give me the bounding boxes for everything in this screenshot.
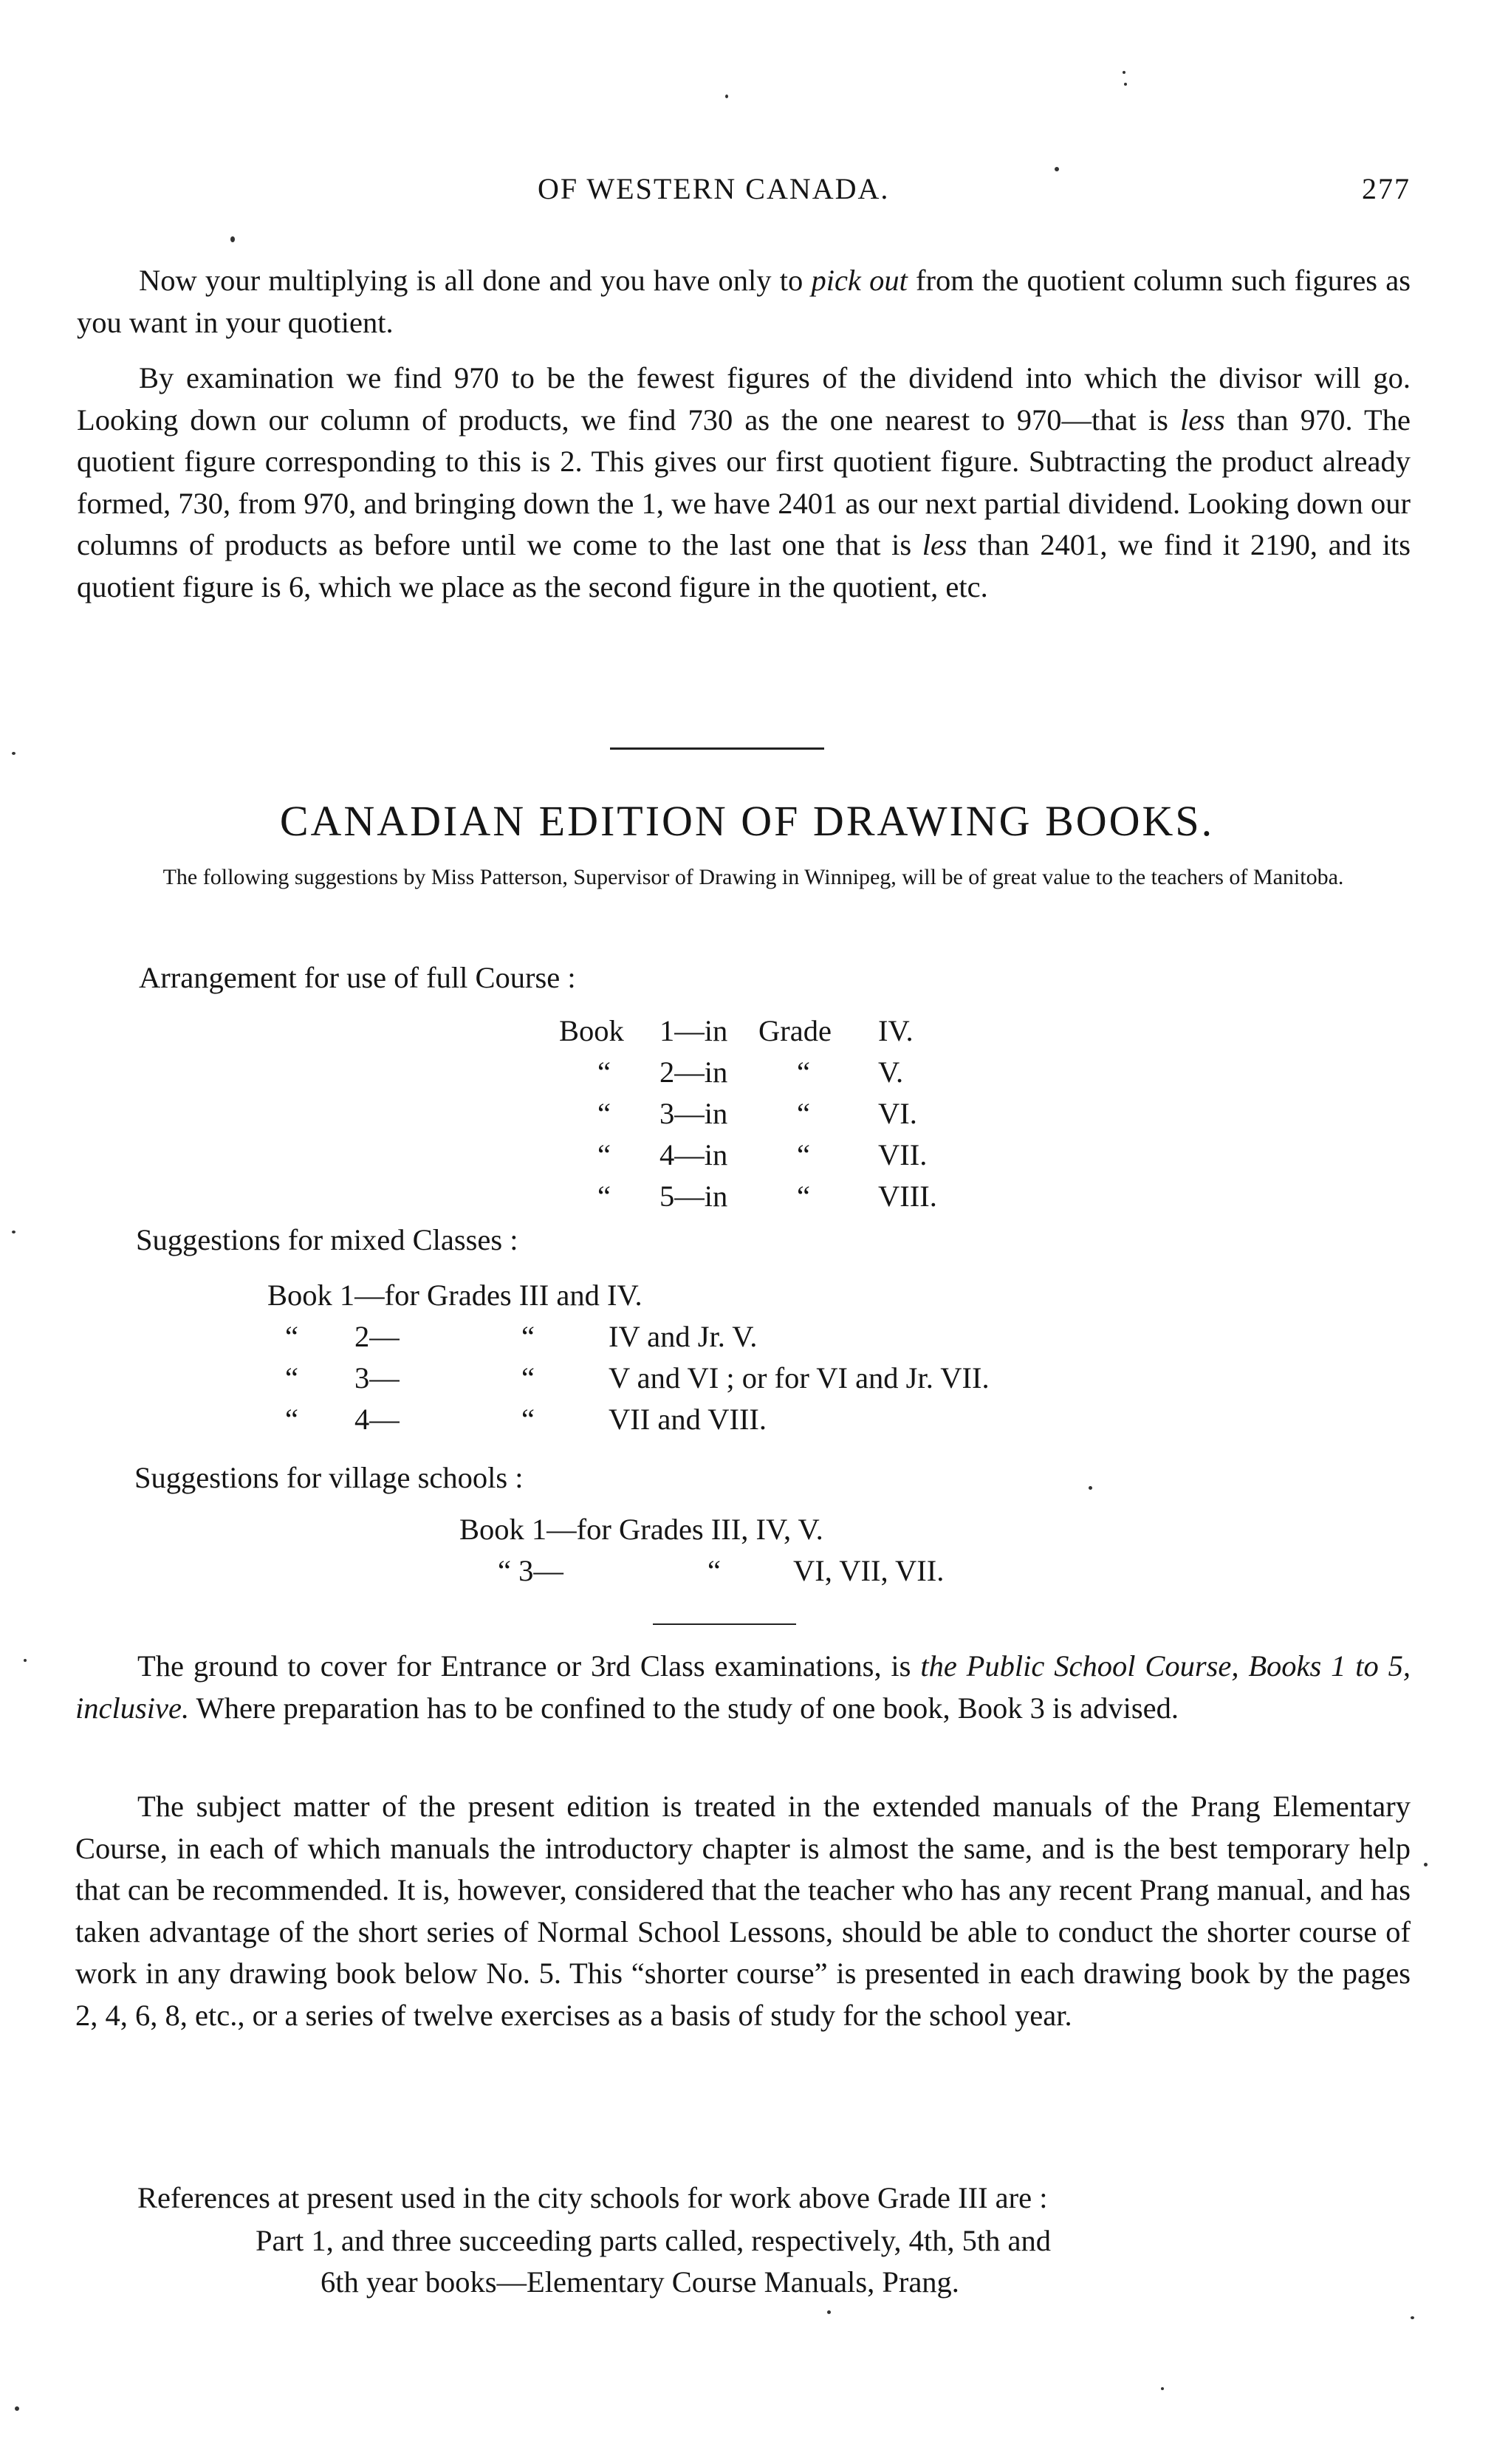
section-intro: The following suggestions by Miss Patterson, Supervisor of Drawing in Winnipeg, will be of great value to the teachers of Manitoba. (162, 865, 1344, 889)
print-speck (827, 2310, 831, 2314)
references-heading: References at present used in the city schools for work above Grade III are : (137, 2181, 1048, 2214)
closing-p1-a: The ground to cover for Entrance or 3rd Class examinations, is (137, 1649, 921, 1683)
closing-p2-text: The subject matter of the present edition is treated in the extended manuals of the Prang Elementary Course, in each of which manuals the introductory chapter is almost the same, and is the best temporary help that can be recommended. It is, however, considered that the teacher who has any recent Prang manual, and has taken advantage of the short series of Normal School Lessons, should be able to conduct the shorter course of work in any drawing book below No. 5. This “shorter course” is presented in each drawing book by the pages 2, 4, 6, 8, etc., or a series of twelve exercises as a basis of study for the school year. (75, 1790, 1411, 2032)
print-speck (1055, 167, 1059, 171)
page-number: 277 (1362, 172, 1411, 205)
references-line-1: Part 1, and three succeeding parts called, respectively, 4th, 5th and (256, 2224, 1051, 2257)
print-speck (1123, 71, 1125, 74)
print-speck (725, 95, 728, 98)
closing-p1-b: Where preparation has to be confined to the study of one book, Book 3 is advised. (189, 1691, 1179, 1725)
print-speck (1411, 2316, 1414, 2319)
p1-text-after: from the quotient column such figures as you want in your quotient. (77, 264, 1411, 339)
closing-p1-italic: the Public School Course, Books 1 to 5, inclusive. (75, 1649, 1411, 1725)
closing-divider (653, 1623, 796, 1625)
p2-italic-less-2: less (922, 528, 967, 561)
print-speck (12, 1231, 16, 1233)
paragraph-ground-to-cover (75, 1646, 1411, 1729)
section-divider (610, 747, 824, 750)
paragraph-examination (77, 357, 1411, 608)
print-speck (1124, 83, 1127, 86)
p2-text-b: than 970. The quotient figure corresponding to this is 2. This gives our first quotient figure. Subtracting the product already formed, 730, from 970, and bringing down the 1, we have 2401 as our next partial dividend. Looking down our columns of products as before until we come to the last one that is (77, 403, 1411, 561)
village-schools-heading: Suggestions for village schools : (134, 1461, 524, 1494)
p2-text-c: than 2401, we find it 2190, and its quotient figure is 6, which we place as the second figure in the quotient, etc. (77, 528, 1411, 603)
print-speck (24, 1659, 27, 1662)
p2-italic-less-1: less (1180, 403, 1225, 437)
print-speck (1424, 1863, 1428, 1866)
p1-italic-pick-out: pick out (811, 264, 908, 297)
p1-text-before: Now your multiplying is all done and you have only to (139, 264, 812, 297)
book-page: OF WESTERN CANADA. 277 Now your multiplying is all done and you have only to pick out from the quotient column such figures as you want in your quotient. By examination we find 970 to be the fewest figures of the dividend into which the divisor will go. Looking down our column of products, we find 730 as the one nearest to 970—that is less than 970. The quotient figure corresponding to this is 2. This gives our first quotient figure. Subtracting the product already formed, 730, from 970, and bringing down the 1, we have 2401 as our next partial dividend. Looking down our columns of products as before until we come to the last one that is less than 2401, we find it 2190, and its quotient figure is 6, which we place as the second figure in the quotient, etc. CANADIAN EDITION OF DRAWING BOOKS. The following suggestions by Miss Patterson, Supervisor of Drawing in Winnipeg, will be of great value to the teachers of Manitoba. Arrangement for use of full Course : Book 1—in Grade IV. “ 2—in “ V. “ 3—in “ VI. “ 4—in “ VII. “ 5—in “ VIII. Suggestions for mixed Classes : Book 1—for Grades III and IV. “ 2— “ IV and Jr. V. “ 3— “ V and VI ; or for VI and Jr. VII. “ 4— “ VII and VIII. Suggestions for village schools : Book 1—for Grades III, IV, V. “ 3— “ VI, VII, VII. The ground to cover for Entrance or 3rd Class examinations, is the Public School Course, Books 1 to 5, inclusive. Where preparation has to be confined to the study of one book, Book 3 is advised. The subject matter of the present edition is treated in the extended manuals of the Prang Elementary Course, in each of which manuals the introductory chapter is almost the same, and is the best temporary help that can be recommended. It is, however, considered that the teacher who has any recent Prang manual, and has taken advantage of the short series of Normal School Lessons, should be able to conduct the shorter course of work in any drawing book below No. 5. This “shorter course” is presented in each drawing book by the pages 2, 4, 6, 8, etc., or a series of twelve exercises as a basis of study for the school year. References at present used in the city schools for work above Grade III are : Part 1, and three succeeding parts called, respectively, 4th, 5th and 6th year books—Elementary Course Manuals, Prang. (0, 0, 1494, 2464)
full-course-heading: Arrangement for use of full Course : (139, 961, 576, 994)
section-title: CANADIAN EDITION OF DRAWING BOOKS. (279, 797, 1215, 845)
references-line-2: 6th year books—Elementary Course Manuals, Prang. (321, 2265, 959, 2299)
mixed-classes-heading: Suggestions for mixed Classes : (136, 1223, 518, 1256)
print-speck (1089, 1486, 1092, 1490)
paragraph-multiplying-done (77, 260, 1411, 343)
paragraph-subject-matter (75, 1786, 1411, 2036)
print-speck (15, 2406, 19, 2411)
running-title: OF WESTERN CANADA. (538, 172, 890, 205)
p2-text-a: By examination we find 970 to be the fewest figures of the dividend into which the divisor will go. Looking down our column of products, we find 730 as the one nearest to 970—that is (77, 361, 1411, 437)
print-speck (230, 236, 235, 242)
print-speck (12, 752, 16, 755)
print-speck (1161, 2387, 1164, 2390)
